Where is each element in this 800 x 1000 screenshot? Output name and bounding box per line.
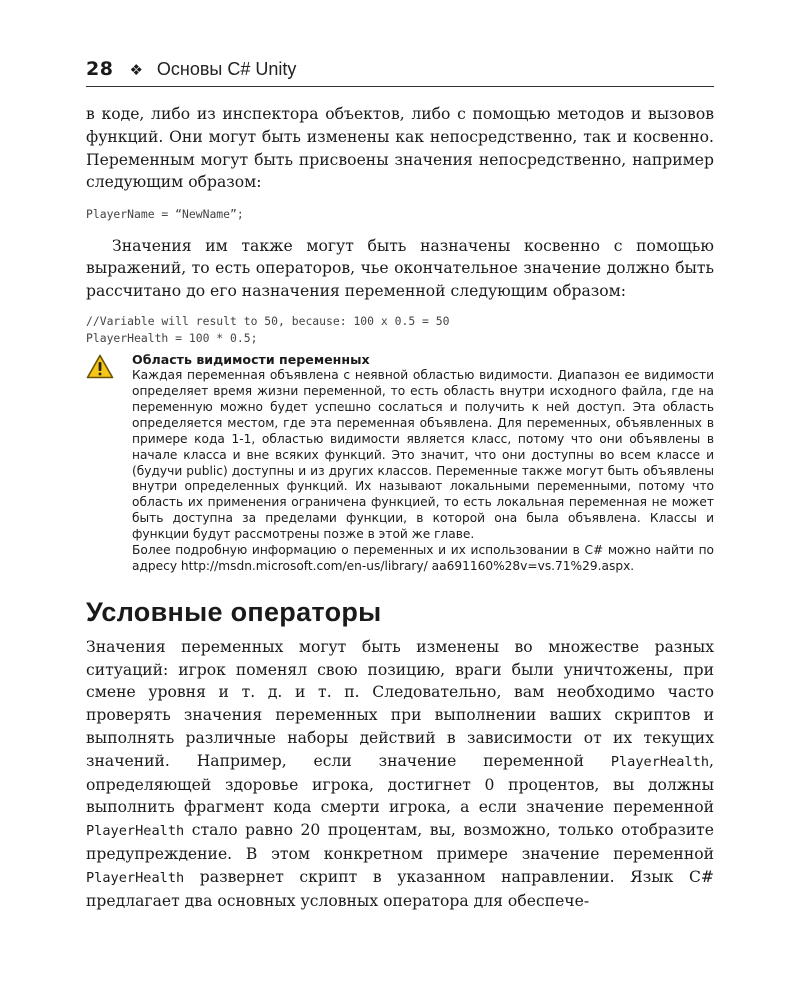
book-title: Основы C# Unity	[156, 59, 297, 79]
inline-code-playerhealth: PlayerHealth	[86, 823, 185, 840]
running-header	[86, 58, 714, 84]
warning-icon	[86, 354, 114, 379]
separator-icon: ❖	[129, 61, 143, 79]
intro-paragraph: в коде, либо из инспектора объектов, либо с помощью методов и вызовов функций. Они могут быть изменены как непосредственно, так и косвенно. Переменным могут быть присвоены значения непосредственно, например следующим образом:	[86, 105, 714, 192]
note-text-scope: Каждая переменная объявлена с неявной областью видимости. Диапазон ее видимости определяет время жизни переменной, то есть область внутри исходного файла, где на переменную можно будет успешно сослаться и получить к ней доступ. Эта область определяется местом, где эта переменная объявлена. Для переменных, объявленных в примере кода 1-1, областью видимости является класс, потому что они объявлены в начале класса и вне всяких функций. Это значит, что они доступны во всем классе и (будучи public) доступны и из других классов. Переменные также могут быть объявлены внутри определенных функций. Их называют локальными переменными, потому что область их применения ограничена функцией, то есть локальная переменная не может быть доступна за пределами функции, в которой она была объявлена. Классы и функции будут рассмотрены позже в этой же главе.	[132, 368, 714, 542]
note-title: Область видимости переменных	[132, 352, 370, 368]
expression-paragraph: Значения им также могут быть назначены косвенно с помощью выражений, то есть операторов, чье окончательное значение должно быть рассчитано до его назначения переменной следующим образом:	[86, 236, 714, 301]
code-sample-1: PlayerName = “NewName”;	[86, 207, 244, 222]
text-run: , определяющей здоровье игрока, достигнет 0 процентов, вы должны выполнить фрагмент кода смерти игрока, а если значение переменной	[86, 751, 714, 817]
code-statement-line: PlayerHealth = 100 * 0.5;	[86, 330, 258, 345]
scope-note	[86, 352, 714, 575]
conditionals-paragraph	[86, 636, 714, 913]
note-body	[132, 352, 714, 575]
book-page	[86, 58, 714, 912]
text-run: Значения переменных могут быть изменены во множестве разных ситуаций: игрок поменял свою позицию, враги были уничтожены, при смене уровня и т. д. и т. п. Следовательно, вам необходимо часто проверять значения переменных при выполнении ваших скриптов и выполнять различные наборы действий в зависимости от их текущих значений. Например, если значение переменной	[86, 637, 714, 770]
note-icon-column	[86, 352, 132, 575]
section-heading: Условные операторы	[86, 596, 382, 627]
page-number: 28	[86, 58, 114, 80]
note-text-reference: Более подробную информацию о переменных и их использовании в C# можно найти по адресу http://msdn.microsoft.com/en-us/library/ aa691160%28v=vs.71%29.aspx.	[132, 543, 714, 573]
code-sample-2	[86, 313, 714, 346]
text-run: стало равно 20 процентам, вы, возможно, только отобразите предупреждение. В этом конкретном примере значение переменной	[86, 821, 714, 864]
text-run: развернет скрипт в указанном направлении. Язык C# предлагает два основных условных оператора для обеспече-	[86, 867, 714, 910]
header-rule	[86, 86, 714, 87]
inline-code-playerhealth: PlayerHealth	[610, 753, 710, 770]
inline-code-playerhealth: PlayerHealth	[86, 869, 185, 886]
code-comment-line: //Variable will result to 50, because: 100 x 0.5 = 50	[86, 314, 450, 329]
